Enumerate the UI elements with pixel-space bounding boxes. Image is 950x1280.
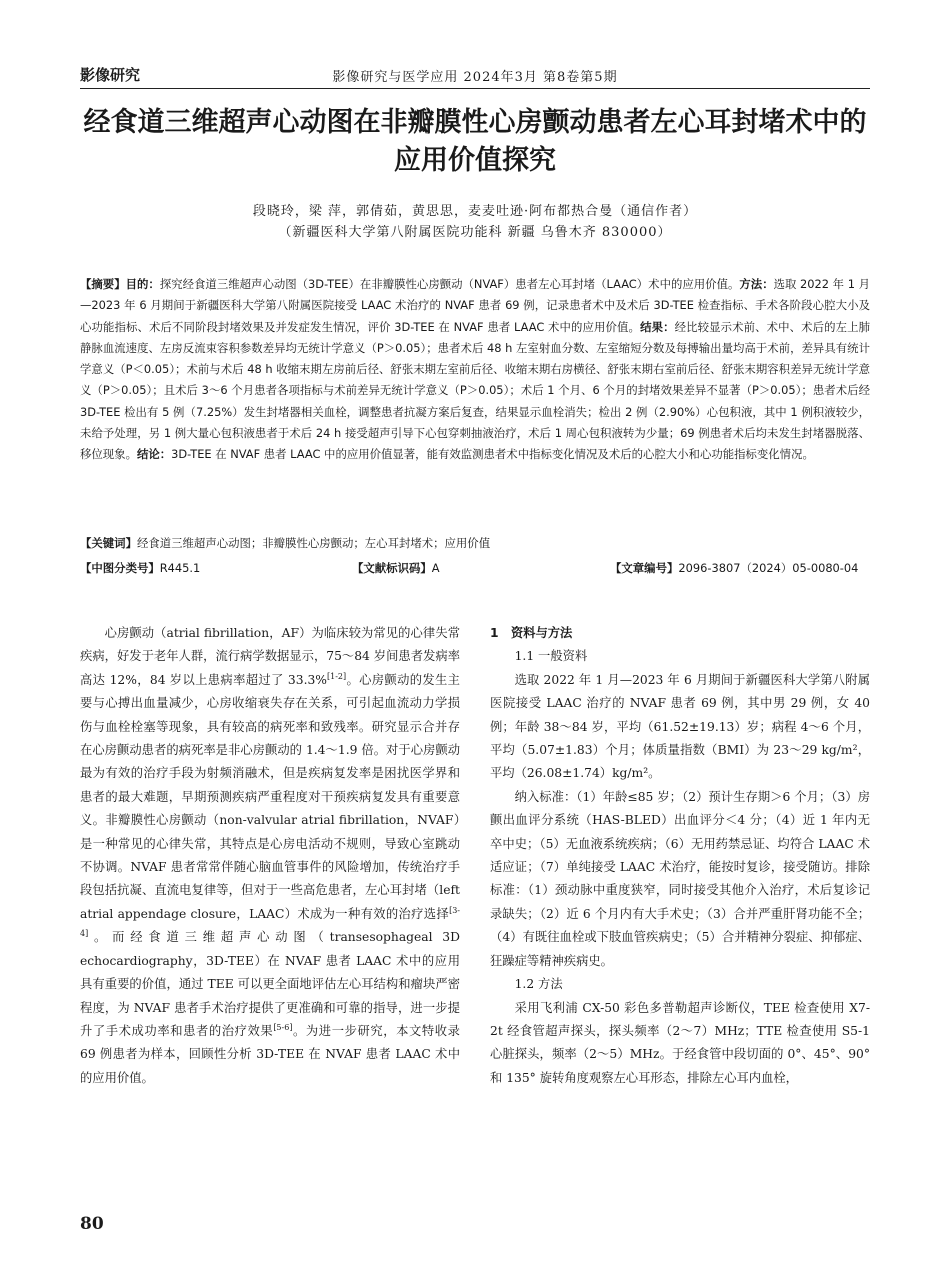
conclusion-text: 3D-TEE 在 NVAF 患者 LAAC 中的应用价值显著，能有效监测患者术中指标变化情况及术后的心腔大小和心功能指标变化情况。 xyxy=(171,447,814,462)
doc-label: 【文献标识码】 xyxy=(352,561,432,575)
intro-paragraph xyxy=(80,622,460,1090)
keywords-label: 【关键词】 xyxy=(80,536,137,550)
section-heading-materials-methods: 1 资料与方法 xyxy=(490,626,573,640)
authors: 段晓玲，梁 萍，郭倩茹，黄思思，麦麦吐逊·阿布都热合曼（通信作者） xyxy=(252,204,698,219)
citation-1: [1-2] xyxy=(327,671,347,681)
article-label: 【文章编号】 xyxy=(610,561,679,575)
subsection-heading-method: 1.2 方法 xyxy=(514,977,563,992)
body-right-column xyxy=(490,622,870,1090)
header-rule xyxy=(80,88,870,89)
intro-text-3: 。而经食道三维超声心动图（transesophageal 3D echocardiography，3D-TEE）在 NVAF 患者 LAAC 术中的应用具有重要的价值，通过 TEE 可以更全面地评估左心耳结构和瘤块严密程度，为 NVAF 患者手术治疗提供了更准确和可靠的指导，进一步提升了手术成功率和患者的治疗效果 xyxy=(80,930,460,1038)
intro-text-4: 。为进一步研究，本文特收录 69 例患者为样本，回顾性分析 3D-TEE 在 NVAF 患者 LAAC 术中的应用价值。 xyxy=(80,1023,460,1085)
clc-value: R445.1 xyxy=(159,561,201,575)
criteria-paragraph: 纳入标准：（1）年龄≤85 岁；（2）预计生存期＞6 个月；（3）房颤出血评分系统（HAS-BLED）出血评分＜4 分；（4）近 1 年内无卒中史；（5）无血液系统疾病；（6）无用药禁忌证、均符合 LAAC 术适应证；（7）单纯接受 LAAC 术治疗，能按时复诊，接受随访。排除标准：（1）颈动脉中重度狭窄，同时接受其他介入治疗，术后复诊记录缺失；（2）近 6 个月内有大手术史；（3）合并严重肝肾功能不全；（4）有既往血栓或下肢血管疾病史；（5）合并精神分裂症、抑郁症、狂躁症等精神疾病史。 xyxy=(490,789,870,968)
results-label: 结果： xyxy=(640,319,675,334)
page-number: 80 xyxy=(80,1214,104,1234)
document-code xyxy=(352,560,440,576)
affiliation: （新疆医科大学第八附属医院功能科 新疆 乌鲁木齐 830000） xyxy=(278,225,672,240)
objective-label: 目的： xyxy=(125,277,160,291)
citation-2: [3-4] xyxy=(80,905,460,939)
abstract xyxy=(80,274,870,466)
article-title: 经食道三维超声心动图在非瓣膜性心房颤动患者左心耳封堵术中的应用价值探究 xyxy=(83,107,867,176)
abstract-label: 【摘要】 xyxy=(80,277,126,291)
journal-header: 影像研究与医学应用 2024年3月 第8卷第5期 xyxy=(332,70,618,85)
intro-text-1: 心房颤动（atrial fibrillation，AF）为临床较为常见的心律失常疾病，好发于老年人群，流行病学数据显示，75～84 岁间患者发病率高达 12%，84 岁以上患病率超过了 33.3% xyxy=(80,626,460,687)
methods-label: 方法： xyxy=(739,277,774,291)
citation-3: [5-6] xyxy=(273,1022,293,1032)
intro-text-2: 。心房颤动的发生主要与心搏出血量减少，心房收缩衰失存在关系，可引起血流动力学损伤与血栓栓塞等现象，具有较高的病死率和致残率。研究显示合并存在心房颤动患者的病死率是非心房颤动的 1.4～1.9 倍。对于心房颤动最为有效的治疗手段为射频消融术，但是疾病复发率是困扰医学界和患者的最大难题，早期预测疾病严重程度对干预疾病复发具有重要意义。非瓣膜性心房颤动（non-valvular atrial fibrillation，NVAF）是一种常见的心律失常，其特点是心房电活动不规则，导致心室跳动不协调。NVAF 患者常常伴随心脑血管事件的风险增加，传统治疗手段包括抗凝、直流电复律等，但对于一些高危患者，左心耳封堵（left atrial appendage closure，LAAC）术成为一种有效的治疗选择 xyxy=(80,672,460,921)
body-left-column xyxy=(80,622,460,1090)
clc-label: 【中图分类号】 xyxy=(80,561,160,575)
conclusion-label: 结论： xyxy=(136,447,172,462)
clc-code xyxy=(80,560,200,576)
subsection-heading-general-data: 1.1 一般资料 xyxy=(514,649,588,664)
method-paragraph: 采用飞利浦 CX-50 彩色多普勒超声诊断仪，TEE 检查使用 X7-2t 经食管超声探头，探头频率（2～7）MHz；TTE 检查使用 S5-1 心脏探头，频率（2～5）MHz。于经食管中段切面的 0°、45°、90° 和 135° 旋转角度观察左心耳形态，排除左心耳内血栓， xyxy=(490,1000,870,1085)
article-value: 2096-3807（2024）05-0080-04 xyxy=(678,561,859,575)
article-number xyxy=(610,560,858,576)
results-text: 经比较显示术前、术中、术后的左上肺静脉血流速度、左房反流束容积参数差异均无统计学意义（P＞0.05）；患者术后 48 h 左室射血分数、左室缩短分数及每搏输出量均高于术前，差异具有统计学意义（P＜0.05）；术前与术后 48 h 收缩末期左房前后径、舒张末期左室前后径、收缩末期右房横径、舒张末期右室前后径、舒张末期容积差异无统计学意义（P＞0.05）；且术后 3～6 个月患者各项指标与术前差异无统计学意义（P＞0.05）；术后 1 个月、6 个月的封堵效果差异不显著（P＞0.05）；患者术后经 3D-TEE 检出有 5 例（7.25%）发生封堵器相关血栓，调整患者抗凝方案后复查，结果显示血栓消失；检出 2 例（2.90%）心包积液，其中 1 例积液较少，未给予处理，另 1 例大量心包积液患者于术后 24 h 接受超声引导下心包穿刺抽液治疗，术后 1 周心包积液转为少量；69 例患者术后均未发生封堵器脱落、移位现象。 xyxy=(80,319,870,462)
objective-text: 探究经食道三维超声心动图（3D-TEE）在非瓣膜性心房颤动（NVAF）患者左心耳封堵（LAAC）术中的应用价值。 xyxy=(159,277,740,291)
methods-text: 选取 2022 年 1 月—2023 年 6 月期间于新疆医科大学第八附属医院接受 LAAC 术治疗的 NVAF 患者 69 例，记录患者术中及术后 3D-TEE 检查指标、手术各阶段心腔大小及心功能指标、术后不同阶段封堵效果及并发症发生情况，评价 3D-TEE 在 NVAF 患者 LAAC 术中的应用价值。 xyxy=(80,277,870,334)
keywords xyxy=(80,535,870,551)
doc-value: A xyxy=(431,561,440,575)
section-label: 影像研究 xyxy=(80,66,141,84)
general-data-paragraph: 选取 2022 年 1 月—2023 年 6 月期间于新疆医科大学第八附属医院接受 LAAC 治疗的 NVAF 患者 69 例，其中男 29 例，女 40 例；年龄 38～84 岁，平均（61.52±19.13）岁；病程 4～6 个月，平均（5.07±1.83）个月；体质量指数（BMI）为 23～29 kg/m²，平均（26.08±1.74）kg/m²。 xyxy=(490,672,870,781)
keywords-text: 经食道三维超声心动图；非瓣膜性心房颤动；左心耳封堵术；应用价值 xyxy=(136,536,491,550)
